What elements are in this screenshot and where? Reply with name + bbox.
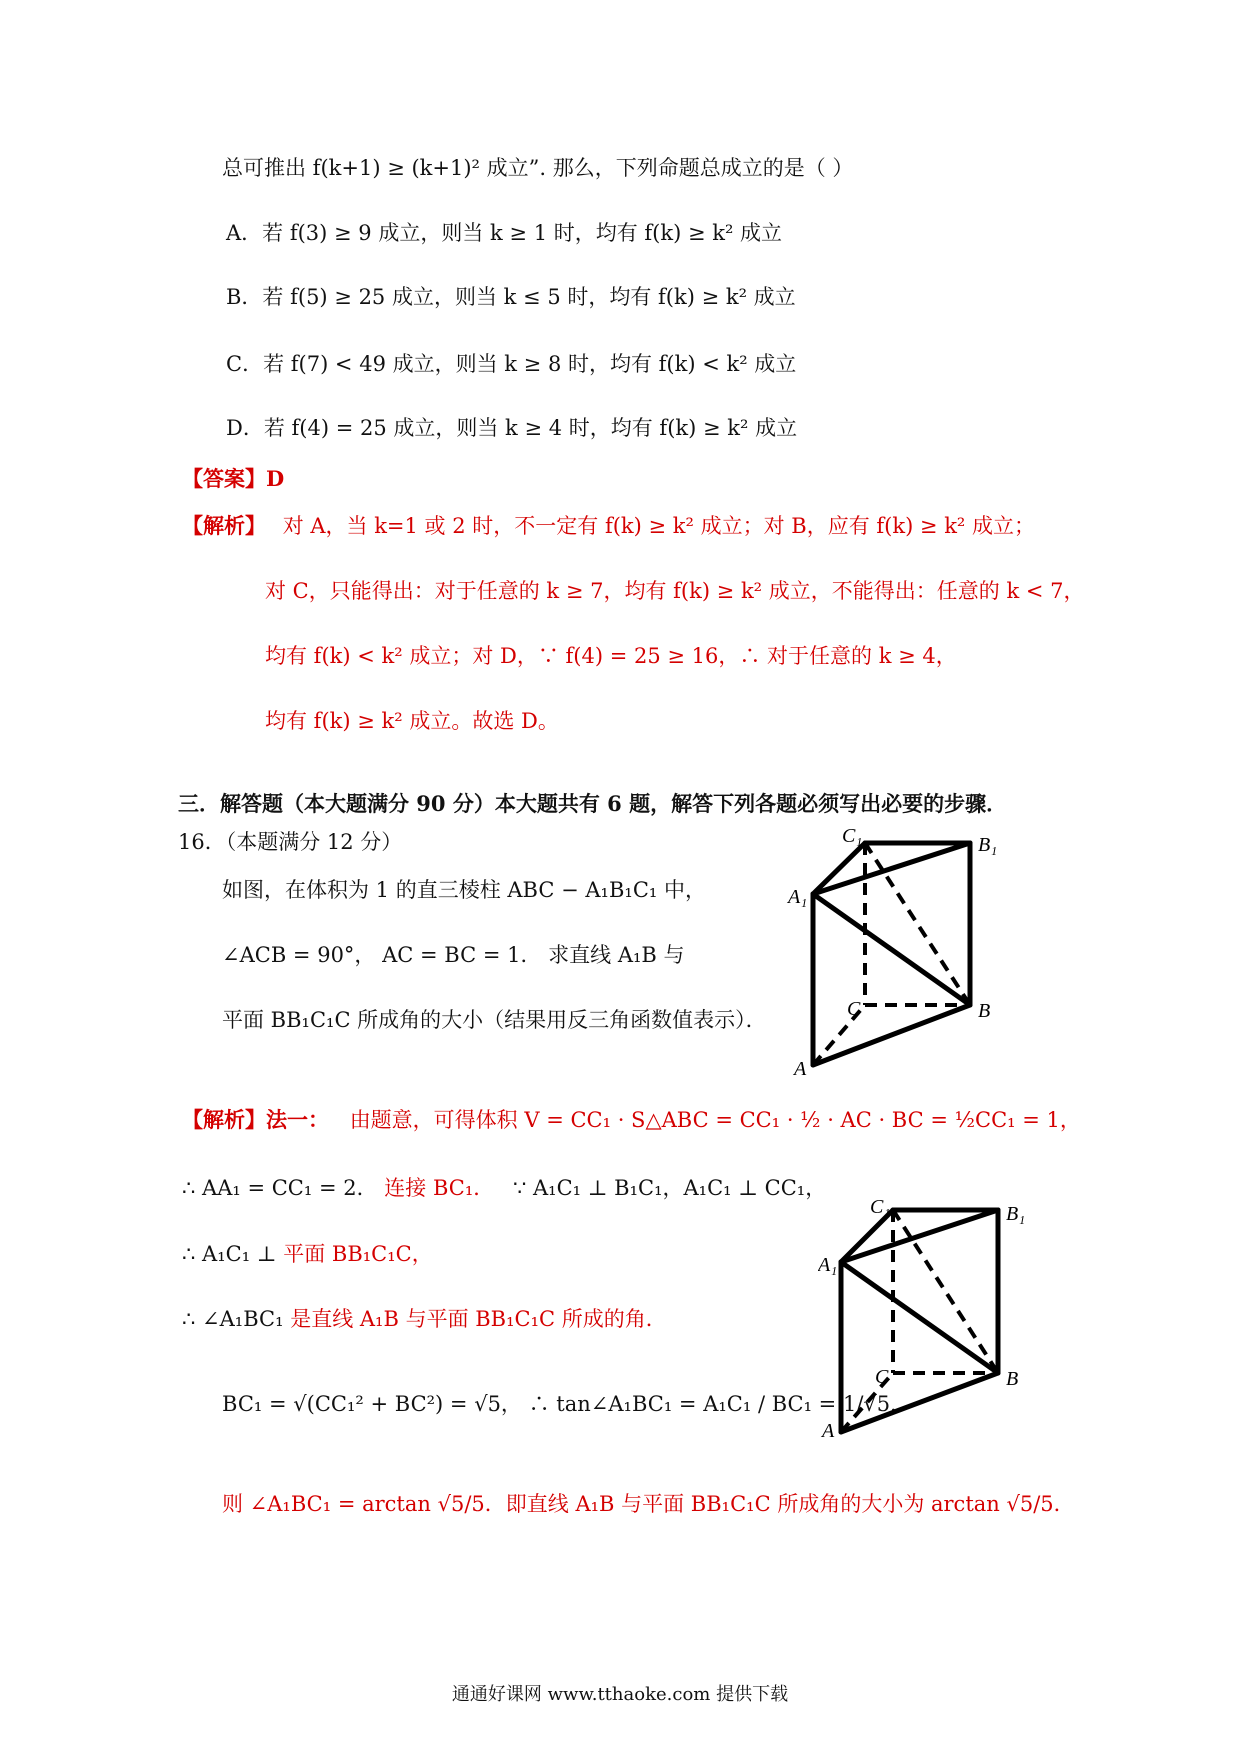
prism-figure-2	[818, 1195, 1028, 1440]
analysis-line-4: 均有 f(k) ≥ k² 成立。故选 D。	[265, 709, 559, 733]
label-c1-2: C₁	[870, 1196, 891, 1218]
answer-line	[182, 465, 284, 493]
label-b1-2: B₁	[1006, 1203, 1026, 1225]
question16-line-3: 平面 BB₁C₁C 所成角的大小（结果用反三角函数值表示）．	[222, 1008, 767, 1032]
label-b-2: B	[1006, 1368, 1019, 1390]
solution-line-1	[182, 1106, 1081, 1134]
analysis-line-1	[182, 512, 1035, 540]
option-d: D．若 f(4) = 25 成立，则当 k ≥ 4 时，均有 f(k) ≥ k² 成立	[226, 416, 798, 440]
edge-ab	[813, 1005, 970, 1065]
solution-line-3	[182, 1240, 433, 1268]
label-c: C	[847, 998, 861, 1020]
solution-line3-b: 平面 BB₁C₁C，	[283, 1242, 433, 1266]
answer-label: 【答案】	[182, 466, 266, 491]
section-heading: 三．解答题（本大题满分 90 分）本大题共有 6 题，解答下列各题必须写出必要的步骤．	[178, 791, 1008, 816]
answer-value: D	[266, 466, 285, 491]
solution-line2-c: ∵ A₁C₁ ⊥ B₁C₁，A₁C₁ ⊥ CC₁，	[512, 1176, 827, 1200]
label-a1: A₁	[788, 886, 808, 908]
label-c1: C₁	[842, 825, 863, 847]
analysis-line-3: 均有 f(k) < k² 成立；对 D，∵ f(4) = 25 ≥ 16，∴ 对于任意的 k ≥ 4，	[265, 644, 957, 668]
solution-line2-b: 连接 BC₁．	[384, 1176, 495, 1200]
analysis-line-2: 对 C，只能得出：对于任意的 k ≥ 7，均有 f(k) ≥ k² 成立，不能得出：任意的 k < 7，	[265, 579, 1085, 603]
solution-line-5: BC₁ = √(CC₁² + BC²) = √5， ∴ tan∠A₁BC₁ = A₁C₁ / BC₁ = 1/√5，	[222, 1392, 912, 1416]
solution-line-2	[182, 1174, 826, 1202]
solution-label: 【解析】法一：	[182, 1107, 329, 1132]
edge-a1b-2	[841, 1262, 998, 1373]
label-a-2: A	[822, 1420, 835, 1440]
question-stem-end: 总可推出 f(k+1) ≥ (k+1)² 成立”. 那么，下列命题总成立的是（ ）	[222, 156, 854, 180]
label-b1: B₁	[978, 834, 998, 856]
question16-line-2: ∠ACB = 90°， AC = BC = 1． 求直线 A₁B 与	[222, 943, 685, 967]
question16-header: 16．（本题满分 12 分）	[178, 830, 403, 854]
hidden-edge-c1b-2	[893, 1210, 998, 1373]
option-b: B．若 f(5) ≥ 25 成立，则当 k ≤ 5 时，均有 f(k) ≥ k² 成立	[226, 285, 796, 309]
solution-line4-b: 是直线 A₁B 与平面 BB₁C₁C 所成的角．	[290, 1307, 667, 1331]
option-c: C．若 f(7) < 49 成立，则当 k ≥ 8 时，均有 f(k) < k² 成立	[226, 352, 797, 376]
label-b: B	[978, 1000, 991, 1022]
analysis-text-1: 对 A，当 k=1 或 2 时，不一定有 f(k) ≥ k² 成立；对 B，应有 f(k) ≥ k² 成立；	[282, 514, 1036, 538]
solution-line-4	[182, 1305, 667, 1333]
solution-line4-a: ∴ ∠A₁BC₁	[182, 1307, 291, 1331]
page-footer: 通通好课网 www.tthaoke.com 提供下载	[451, 1684, 789, 1705]
solution-line-6: 则 ∠A₁BC₁ = arctan √5/5．即直线 A₁B 与平面 BB₁C₁C 所成角的大小为 arctan √5/5．	[222, 1492, 1075, 1516]
solution-line2-a: ∴ AA₁ = CC₁ = 2．	[182, 1176, 378, 1200]
label-a: A	[794, 1058, 807, 1075]
analysis-label: 【解析】	[182, 513, 266, 538]
edge-ab-2	[841, 1373, 998, 1432]
solution-line3-a: ∴ A₁C₁ ⊥	[182, 1242, 284, 1266]
option-a: A．若 f(3) ≥ 9 成立，则当 k ≥ 1 时，均有 f(k) ≥ k² 成立	[226, 221, 783, 245]
prism-figure-1	[780, 825, 1020, 1075]
question16-line-1: 如图，在体积为 1 的直三棱柱 ABC − A₁B₁C₁ 中，	[222, 878, 706, 902]
hidden-edge-c1b	[865, 843, 970, 1005]
label-c-2: C	[875, 1366, 889, 1388]
solution-text-1: 由题意，可得体积 V = CC₁ · S△ABC = CC₁ · ½ · AC · BC = ½CC₁ = 1，	[349, 1108, 1081, 1132]
label-a1-2: A₁	[818, 1254, 838, 1276]
edge-a1b	[813, 894, 970, 1005]
